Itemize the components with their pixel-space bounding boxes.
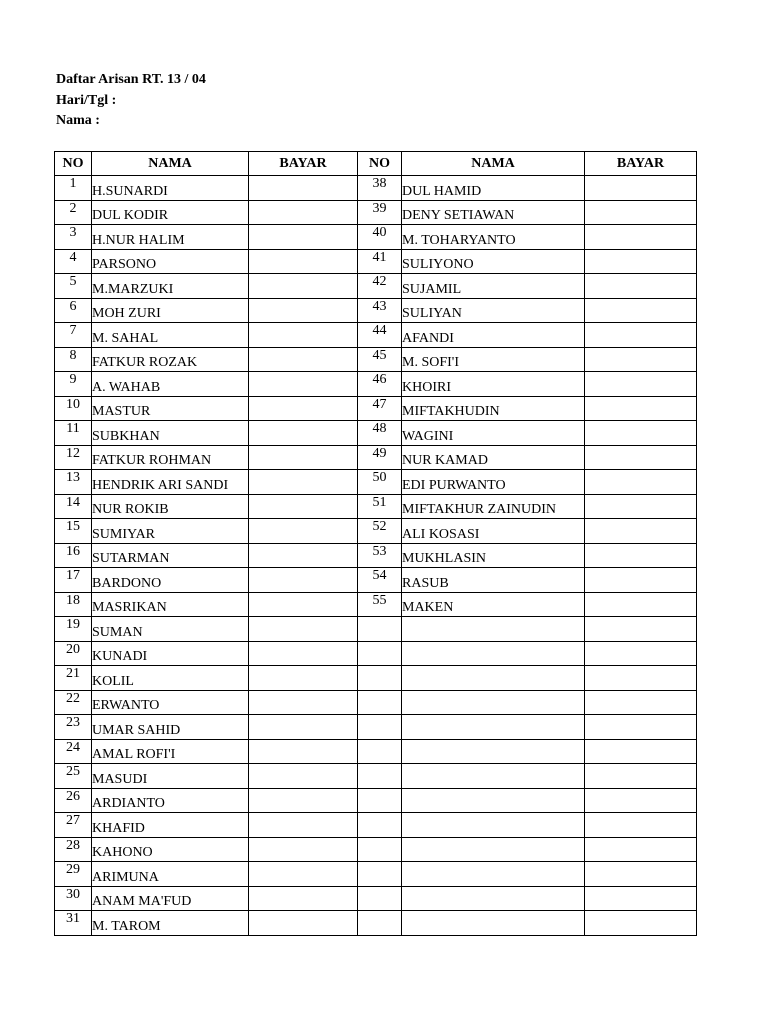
member-name-left: M. TAROM [92, 911, 249, 936]
member-name-left: KAHONO [92, 837, 249, 862]
member-name-left: MASRIKAN [92, 592, 249, 617]
row-number-left: 27 [55, 813, 92, 838]
row-number-left: 20 [55, 641, 92, 666]
date-label: Hari/Tgl : [56, 92, 117, 108]
row-number-right: 40 [358, 225, 402, 250]
row-number-left: 26 [55, 788, 92, 813]
payment-cell-left[interactable] [249, 347, 358, 372]
member-name-left: ERWANTO [92, 690, 249, 715]
payment-cell-right[interactable] [585, 445, 697, 470]
table-row [55, 519, 697, 544]
table-row [55, 813, 697, 838]
payment-cell-right[interactable] [585, 274, 697, 299]
table-row [55, 274, 697, 299]
payment-cell-right[interactable] [585, 813, 697, 838]
table-row [55, 739, 697, 764]
row-number-right [358, 911, 402, 936]
header-bayar-left: BAYAR [249, 152, 358, 176]
payment-cell-right[interactable] [585, 470, 697, 495]
row-number-left: 25 [55, 764, 92, 789]
header-nama-right: NAMA [402, 152, 585, 176]
member-name-right: KHOIRI [402, 372, 585, 397]
name-label: Nama : [56, 113, 100, 128]
member-name-right: MIFTAKHUR ZAINUDIN [402, 494, 585, 519]
table-row [55, 249, 697, 274]
member-name-right: SULIYAN [402, 298, 585, 323]
member-name-right [402, 813, 585, 838]
row-number-right [358, 666, 402, 691]
payment-cell-left[interactable] [249, 249, 358, 274]
member-name-left: ANAM MA'FUD [92, 886, 249, 911]
payment-cell-right[interactable] [585, 298, 697, 323]
member-name-left: MASTUR [92, 396, 249, 421]
member-name-left: AMAL ROFI'I [92, 739, 249, 764]
payment-cell-right[interactable] [585, 788, 697, 813]
payment-cell-left[interactable] [249, 886, 358, 911]
row-number-right [358, 788, 402, 813]
member-name-left: BARDONO [92, 568, 249, 593]
arisan-roster-table [54, 151, 697, 936]
member-name-right [402, 886, 585, 911]
row-number-left: 22 [55, 690, 92, 715]
payment-cell-right[interactable] [585, 715, 697, 740]
member-name-left: PARSONO [92, 249, 249, 274]
payment-cell-left[interactable] [249, 641, 358, 666]
table-row [55, 372, 697, 397]
row-number-left: 5 [55, 274, 92, 299]
payment-cell-left[interactable] [249, 666, 358, 691]
payment-cell-right[interactable] [585, 617, 697, 642]
member-name-left: ARDIANTO [92, 788, 249, 813]
row-number-left: 16 [55, 543, 92, 568]
row-number-right: 46 [358, 372, 402, 397]
member-name-right: SULIYONO [402, 249, 585, 274]
document-title: Daftar Arisan RT. 13 / 04 [56, 72, 206, 87]
table-row [55, 323, 697, 348]
payment-cell-left[interactable] [249, 519, 358, 544]
member-name-left: NUR ROKIB [92, 494, 249, 519]
payment-cell-right[interactable] [585, 837, 697, 862]
payment-cell-right[interactable] [585, 176, 697, 201]
row-number-right [358, 739, 402, 764]
member-name-right [402, 739, 585, 764]
payment-cell-left[interactable] [249, 470, 358, 495]
member-name-left: SUMAN [92, 617, 249, 642]
row-number-left: 8 [55, 347, 92, 372]
payment-cell-left[interactable] [249, 813, 358, 838]
row-number-right: 44 [358, 323, 402, 348]
member-name-left: A. WAHAB [92, 372, 249, 397]
member-name-right: MIFTAKHUDIN [402, 396, 585, 421]
member-name-left: H.SUNARDI [92, 176, 249, 201]
table-header-row [55, 152, 697, 176]
row-number-left: 10 [55, 396, 92, 421]
member-name-right: MUKHLASIN [402, 543, 585, 568]
table-row [55, 715, 697, 740]
member-name-right: NUR KAMAD [402, 445, 585, 470]
table-row [55, 176, 697, 201]
member-name-left: MOH ZURI [92, 298, 249, 323]
member-name-left: FATKUR ROHMAN [92, 445, 249, 470]
payment-cell-right[interactable] [585, 568, 697, 593]
member-name-right: ALI KOSASI [402, 519, 585, 544]
payment-cell-left[interactable] [249, 764, 358, 789]
row-number-right [358, 886, 402, 911]
payment-cell-left[interactable] [249, 862, 358, 887]
member-name-right: DENY SETIAWAN [402, 200, 585, 225]
header-bayar-right: BAYAR [585, 152, 697, 176]
table-row [55, 421, 697, 446]
member-name-right: AFANDI [402, 323, 585, 348]
member-name-right: WAGINI [402, 421, 585, 446]
row-number-right: 43 [358, 298, 402, 323]
row-number-right [358, 715, 402, 740]
member-name-right [402, 911, 585, 936]
payment-cell-left[interactable] [249, 225, 358, 250]
header-nama-left: NAMA [92, 152, 249, 176]
row-number-left: 9 [55, 372, 92, 397]
member-name-left: SUTARMAN [92, 543, 249, 568]
table-row [55, 862, 697, 887]
table-row [55, 225, 697, 250]
row-number-right: 52 [358, 519, 402, 544]
payment-cell-right[interactable] [585, 592, 697, 617]
table-row [55, 666, 697, 691]
member-name-right [402, 715, 585, 740]
payment-cell-right[interactable] [585, 690, 697, 715]
row-number-right: 53 [358, 543, 402, 568]
member-name-left: HENDRIK ARI SANDI [92, 470, 249, 495]
row-number-left: 30 [55, 886, 92, 911]
row-number-left: 28 [55, 837, 92, 862]
row-number-right: 38 [358, 176, 402, 201]
member-name-left: SUMIYAR [92, 519, 249, 544]
row-number-right: 50 [358, 470, 402, 495]
member-name-left: ARIMUNA [92, 862, 249, 887]
payment-cell-left[interactable] [249, 176, 358, 201]
payment-cell-left[interactable] [249, 788, 358, 813]
row-number-left: 15 [55, 519, 92, 544]
payment-cell-left[interactable] [249, 200, 358, 225]
table-row [55, 568, 697, 593]
payment-cell-right[interactable] [585, 519, 697, 544]
row-number-right: 41 [358, 249, 402, 274]
member-name-right: M. SOFI'I [402, 347, 585, 372]
member-name-left: MASUDI [92, 764, 249, 789]
payment-cell-left[interactable] [249, 592, 358, 617]
row-number-right: 48 [358, 421, 402, 446]
payment-cell-right[interactable] [585, 886, 697, 911]
payment-cell-left[interactable] [249, 543, 358, 568]
row-number-right [358, 641, 402, 666]
table-row [55, 911, 697, 936]
member-name-left: UMAR SAHID [92, 715, 249, 740]
row-number-left: 29 [55, 862, 92, 887]
row-number-right [358, 837, 402, 862]
table-row [55, 690, 697, 715]
payment-cell-right[interactable] [585, 225, 697, 250]
row-number-right [358, 862, 402, 887]
payment-cell-left[interactable] [249, 715, 358, 740]
table-row [55, 837, 697, 862]
payment-cell-right[interactable] [585, 641, 697, 666]
payment-cell-right[interactable] [585, 494, 697, 519]
member-name-right [402, 764, 585, 789]
member-name-right [402, 837, 585, 862]
member-name-right [402, 862, 585, 887]
payment-cell-left[interactable] [249, 372, 358, 397]
payment-cell-left[interactable] [249, 396, 358, 421]
payment-cell-right[interactable] [585, 200, 697, 225]
table-row [55, 494, 697, 519]
member-name-left: FATKUR ROZAK [92, 347, 249, 372]
document-header [56, 70, 206, 132]
member-name-left: H.NUR HALIM [92, 225, 249, 250]
row-number-left: 12 [55, 445, 92, 470]
row-number-left: 14 [55, 494, 92, 519]
payment-cell-right[interactable] [585, 347, 697, 372]
row-number-right: 54 [358, 568, 402, 593]
row-number-right: 49 [358, 445, 402, 470]
member-name-right: EDI PURWANTO [402, 470, 585, 495]
row-number-right [358, 617, 402, 642]
member-name-left: DUL KODIR [92, 200, 249, 225]
payment-cell-left[interactable] [249, 421, 358, 446]
table-row [55, 641, 697, 666]
payment-cell-right[interactable] [585, 739, 697, 764]
row-number-left: 17 [55, 568, 92, 593]
table-row [55, 788, 697, 813]
table-row [55, 396, 697, 421]
member-name-left: M. SAHAL [92, 323, 249, 348]
row-number-left: 31 [55, 911, 92, 936]
payment-cell-right[interactable] [585, 764, 697, 789]
row-number-left: 23 [55, 715, 92, 740]
row-number-left: 6 [55, 298, 92, 323]
payment-cell-left[interactable] [249, 323, 358, 348]
row-number-right: 39 [358, 200, 402, 225]
row-number-right [358, 813, 402, 838]
member-name-right [402, 666, 585, 691]
member-name-left: SUBKHAN [92, 421, 249, 446]
member-name-right: MAKEN [402, 592, 585, 617]
member-name-right: DUL HAMID [402, 176, 585, 201]
member-name-left: M.MARZUKI [92, 274, 249, 299]
header-no-left: NO [55, 152, 92, 176]
row-number-right: 55 [358, 592, 402, 617]
payment-cell-left[interactable] [249, 494, 358, 519]
member-name-right: SUJAMIL [402, 274, 585, 299]
row-number-left: 4 [55, 249, 92, 274]
payment-cell-left[interactable] [249, 837, 358, 862]
payment-cell-left[interactable] [249, 739, 358, 764]
table-row [55, 347, 697, 372]
row-number-right: 51 [358, 494, 402, 519]
member-name-right [402, 617, 585, 642]
table-row [55, 200, 697, 225]
table-row [55, 445, 697, 470]
member-name-left: KOLIL [92, 666, 249, 691]
payment-cell-left[interactable] [249, 690, 358, 715]
payment-cell-right[interactable] [585, 666, 697, 691]
payment-cell-right[interactable] [585, 543, 697, 568]
payment-cell-left[interactable] [249, 617, 358, 642]
member-name-left: KHAFID [92, 813, 249, 838]
member-name-right [402, 690, 585, 715]
table-row [55, 543, 697, 568]
payment-cell-left[interactable] [249, 911, 358, 936]
row-number-left: 21 [55, 666, 92, 691]
member-name-right [402, 641, 585, 666]
row-number-left: 11 [55, 421, 92, 446]
table-row [55, 617, 697, 642]
payment-cell-right[interactable] [585, 249, 697, 274]
row-number-right [358, 764, 402, 789]
table-row [55, 886, 697, 911]
row-number-right: 47 [358, 396, 402, 421]
member-name-right: M. TOHARYANTO [402, 225, 585, 250]
table-row [55, 298, 697, 323]
member-name-left: KUNADI [92, 641, 249, 666]
row-number-left: 1 [55, 176, 92, 201]
row-number-left: 24 [55, 739, 92, 764]
table-row [55, 592, 697, 617]
payment-cell-right[interactable] [585, 323, 697, 348]
payment-cell-right[interactable] [585, 862, 697, 887]
row-number-left: 3 [55, 225, 92, 250]
row-number-left: 19 [55, 617, 92, 642]
payment-cell-left[interactable] [249, 445, 358, 470]
row-number-right: 42 [358, 274, 402, 299]
row-number-left: 18 [55, 592, 92, 617]
member-name-right [402, 788, 585, 813]
table-row [55, 764, 697, 789]
payment-cell-right[interactable] [585, 372, 697, 397]
row-number-left: 13 [55, 470, 92, 495]
row-number-right [358, 690, 402, 715]
payment-cell-left[interactable] [249, 298, 358, 323]
payment-cell-right[interactable] [585, 911, 697, 936]
payment-cell-left[interactable] [249, 274, 358, 299]
table-row [55, 470, 697, 495]
row-number-left: 2 [55, 200, 92, 225]
payment-cell-right[interactable] [585, 396, 697, 421]
row-number-left: 7 [55, 323, 92, 348]
payment-cell-left[interactable] [249, 568, 358, 593]
row-number-right: 45 [358, 347, 402, 372]
header-no-right: NO [358, 152, 402, 176]
member-name-right: RASUB [402, 568, 585, 593]
payment-cell-right[interactable] [585, 421, 697, 446]
